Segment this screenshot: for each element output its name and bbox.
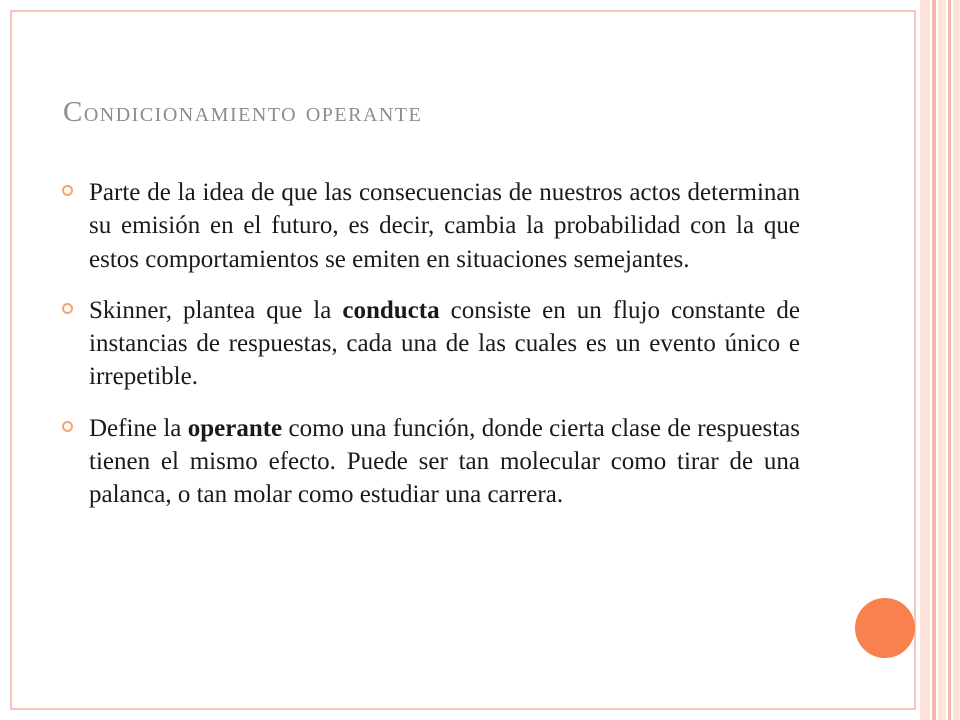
bullet-list — [62, 176, 800, 529]
orange-circle — [855, 598, 915, 658]
decorative-side-stripes — [920, 0, 960, 720]
bullet-text — [89, 176, 800, 276]
text-run: como una función, donde cierta clase de respuestas tienen el mismo efecto. Puede ser tan molecular como tirar de una palanca, o tan molar como estudiar una carrera. — [89, 414, 800, 508]
bold-term-conducta: conducta — [342, 296, 440, 324]
text-run: Skinner, plantea que la — [89, 296, 343, 324]
text-run: consiste en un flujo constante de instancias de respuestas, cada una de las cuales es un evento único e irrepetible. — [89, 296, 800, 391]
bold-term-operante: operante — [187, 414, 283, 442]
text-run: Parte de la idea de que las consecuencias de nuestros actos determinan su emisión en el futuro, es decir, cambia la probabilidad con la que estos comportamientos se emiten en situaciones semejantes. — [89, 179, 800, 273]
bullet-text — [89, 294, 800, 394]
text-run: Define la — [89, 414, 188, 442]
ring-bullet-icon — [62, 421, 73, 432]
bullet-item — [62, 294, 800, 394]
bullet-text — [89, 412, 800, 512]
ring-bullet-icon — [62, 185, 73, 196]
bullet-item — [62, 412, 800, 512]
ring-bullet-icon — [62, 303, 73, 314]
slide-title: Condicionamiento operante — [63, 96, 423, 128]
bullet-item — [62, 176, 800, 276]
